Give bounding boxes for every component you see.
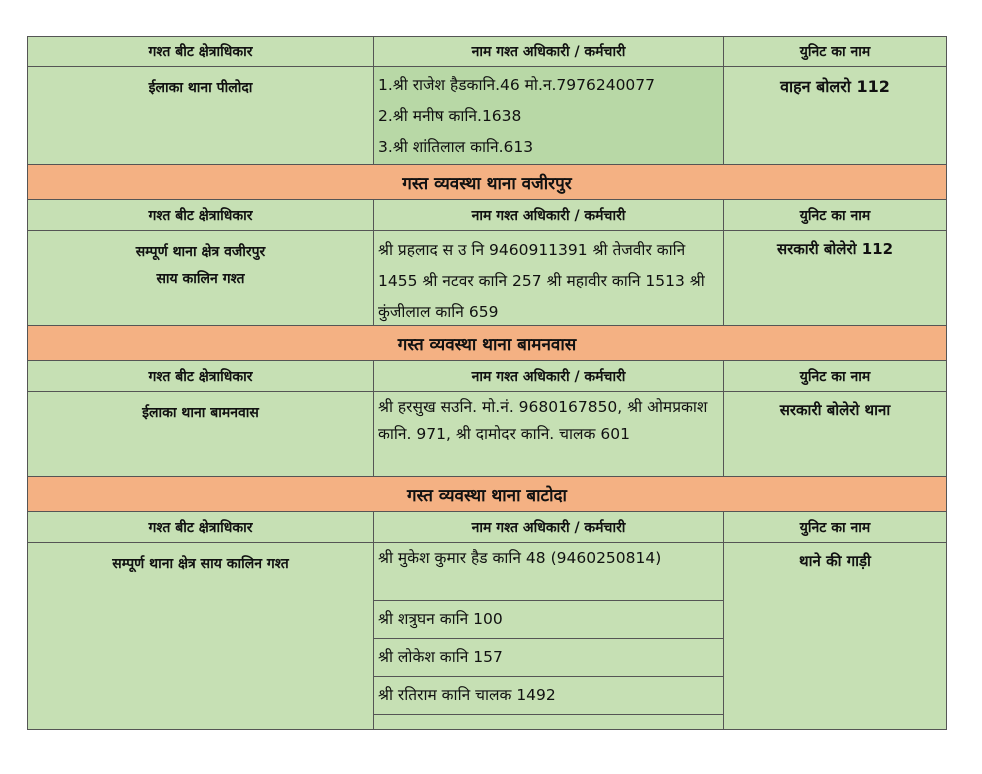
beat-area-cell xyxy=(28,392,374,476)
table-header-row xyxy=(27,512,947,543)
beat-area-line: साय कालिन गश्त xyxy=(156,271,245,287)
officer-names-cell: श्री प्रहलाद स उ नि 9460911391 श्री तेजवीर कानि 1455 श्री नटवर कानि 257 श्री महावीर कानि 1513 श्री कुंजीलाल कानि 659 xyxy=(374,231,724,325)
patrol-table xyxy=(27,36,947,730)
header-beat-area: गश्त बीट क्षेत्राधिकार xyxy=(28,512,374,542)
unit-name-cell: सरकारी बोलेरो थाना xyxy=(724,392,946,476)
header-officer-names: नाम गश्त अधिकारी / कर्मचारी xyxy=(374,37,724,66)
beat-area-cell xyxy=(28,543,374,729)
empty-line xyxy=(374,715,723,735)
table-header-row xyxy=(27,36,947,67)
unit-name-cell: वाहन बोलरो 112 xyxy=(724,67,946,164)
header-officer-names: नाम गश्त अधिकारी / कर्मचारी xyxy=(374,200,724,230)
officer-line: 3.श्री शांतिलाल कानि.613 xyxy=(378,138,534,156)
officer-line: 2.श्री मनीष कानि.1638 xyxy=(378,107,522,125)
header-unit-name: युनिट का नाम xyxy=(724,37,946,66)
table-header-row xyxy=(27,200,947,231)
header-unit-name: युनिट का नाम xyxy=(724,200,946,230)
header-beat-area: गश्त बीट क्षेत्राधिकार xyxy=(28,200,374,230)
table-row xyxy=(27,67,947,165)
section-banner-bamanwas: गस्त व्यवस्था थाना बामनवास xyxy=(27,326,947,361)
officer-line: श्री मुकेश कुमार हैड कानि 48 (9460250814) xyxy=(374,543,723,601)
beat-area-cell xyxy=(28,231,374,325)
officer-names-cell: श्री हरसुख सउनि. मो.नं. 9680167850, श्री ओमप्रकाश कानि. 971, श्री दामोदर कानि. चालक 601 xyxy=(374,392,724,476)
table-row xyxy=(27,543,947,730)
table-header-row xyxy=(27,361,947,392)
officer-line: श्री शत्रुघन कानि 100 xyxy=(374,601,723,639)
beat-area-line: सम्पूर्ण थाना क्षेत्र साय कालिन गश्त xyxy=(112,556,289,572)
section-banner-batoda: गस्त व्यवस्था थाना बाटोदा xyxy=(27,477,947,512)
beat-area-line: ईलाका थाना पीलोदा xyxy=(148,80,253,96)
table-row xyxy=(27,392,947,477)
table-row xyxy=(27,231,947,326)
beat-area-line: ईलाका थाना बामनवास xyxy=(142,405,259,421)
header-beat-area: गश्त बीट क्षेत्राधिकार xyxy=(28,361,374,391)
header-officer-names: नाम गश्त अधिकारी / कर्मचारी xyxy=(374,361,724,391)
header-unit-name: युनिट का नाम xyxy=(724,361,946,391)
officer-names-cell xyxy=(374,67,724,164)
header-unit-name: युनिट का नाम xyxy=(724,512,946,542)
header-officer-names: नाम गश्त अधिकारी / कर्मचारी xyxy=(374,512,724,542)
unit-name-cell: थाने की गाड़ी xyxy=(724,543,946,729)
beat-area-cell xyxy=(28,67,374,164)
officer-line: श्री लोकेश कानि 157 xyxy=(374,639,723,677)
header-beat-area: गश्त बीट क्षेत्राधिकार xyxy=(28,37,374,66)
section-banner-wazirpur: गस्त व्यवस्था थाना वजीरपुर xyxy=(27,165,947,200)
unit-name-cell: सरकारी बोलेरो 112 xyxy=(724,231,946,325)
officer-line: श्री रतिराम कानि चालक 1492 xyxy=(374,677,723,715)
officer-line: 1.श्री राजेश हैडकानि.46 मो.न.7976240077 xyxy=(378,76,656,94)
officer-names-cell xyxy=(374,543,724,729)
beat-area-line: सम्पूर्ण थाना क्षेत्र वजीरपुर xyxy=(135,244,266,260)
